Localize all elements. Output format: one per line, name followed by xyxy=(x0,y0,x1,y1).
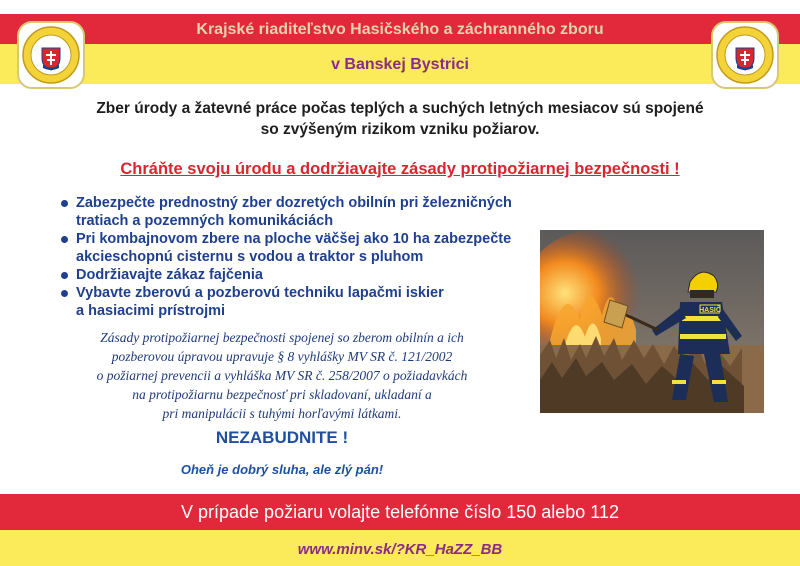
firefighter-photo xyxy=(540,230,764,413)
legal-reference-text xyxy=(52,328,512,423)
emergency-call-text: V prípade požiaru volajte telefónne číslo 150 alebo 112 xyxy=(181,502,619,522)
helmet-label: HASIČ xyxy=(699,307,721,314)
city-subtitle: v Banskej Bystrici xyxy=(331,56,469,73)
reminder-heading: NEZABUDNITE ! xyxy=(215,428,349,447)
rule-line: akcieschopnú cisternu s vodou a traktor s pluhom xyxy=(76,249,424,265)
bullet-icon xyxy=(61,200,68,207)
rule-line: a hasiacimi prístrojmi xyxy=(76,303,226,319)
website-url: www.minv.sk/?KR_HaZZ_BB xyxy=(297,541,503,558)
list-item xyxy=(60,194,540,230)
rule-line: tratiach a pozemných komunikáciách xyxy=(76,213,334,229)
intro-line-2: so zvýšeným rizikom vzniku požiarov. xyxy=(260,121,540,138)
rule-line: Pri kombajnovom zbere na ploche väčšej ako 10 ha zabezpečte xyxy=(76,231,512,247)
list-item xyxy=(60,284,540,320)
bullet-icon xyxy=(61,272,68,279)
rule-line: Dodržiavajte zákaz fajčenia xyxy=(76,267,263,283)
rule-line: Zabezpečte prednostný zber dozretých obilnín pri železničných xyxy=(76,195,512,211)
law-line: na protipožiarnu bezpečnosť pri skladovaní, ukladaní a xyxy=(132,387,432,402)
law-line: pozberovou úpravou upravuje § 8 vyhlášky MV SR č. 121/2002 xyxy=(111,349,453,364)
law-line: pri manipulácii s tuhými horľavými látkami. xyxy=(162,406,402,421)
intro-line-1: Zber úrody a žatevné práce počas teplých a suchých letných mesiacov sú spojené xyxy=(96,100,704,117)
proverb-text: Oheň je dobrý sluha, ale zlý pán! xyxy=(180,462,384,477)
list-item xyxy=(60,266,540,284)
bullet-icon xyxy=(61,236,68,243)
safety-rules-list xyxy=(60,194,540,320)
list-item xyxy=(60,230,540,266)
rule-line: Vybavte zberovú a pozberovú techniku lapačmi iskier xyxy=(76,285,444,301)
fire-rescue-emblem-left xyxy=(14,18,88,92)
safety-slogan: Chráňte svoju úrodu a dodržiavajte zásady protipožiarnej bezpečnosti ! xyxy=(120,160,680,178)
bullet-icon xyxy=(61,290,68,297)
regional-directorate-title: Krajské riaditeľstvo Hasičského a záchranného zboru xyxy=(196,21,604,38)
law-line: o požiarnej prevencii a vyhláška MV SR č. 258/2007 o požiadavkách xyxy=(96,368,468,383)
intro-text xyxy=(40,98,760,140)
fire-rescue-emblem-right xyxy=(708,18,782,92)
law-line: Zásady protipožiarnej bezpečnosti spojenej so zberom obilnín a ich xyxy=(100,330,464,345)
